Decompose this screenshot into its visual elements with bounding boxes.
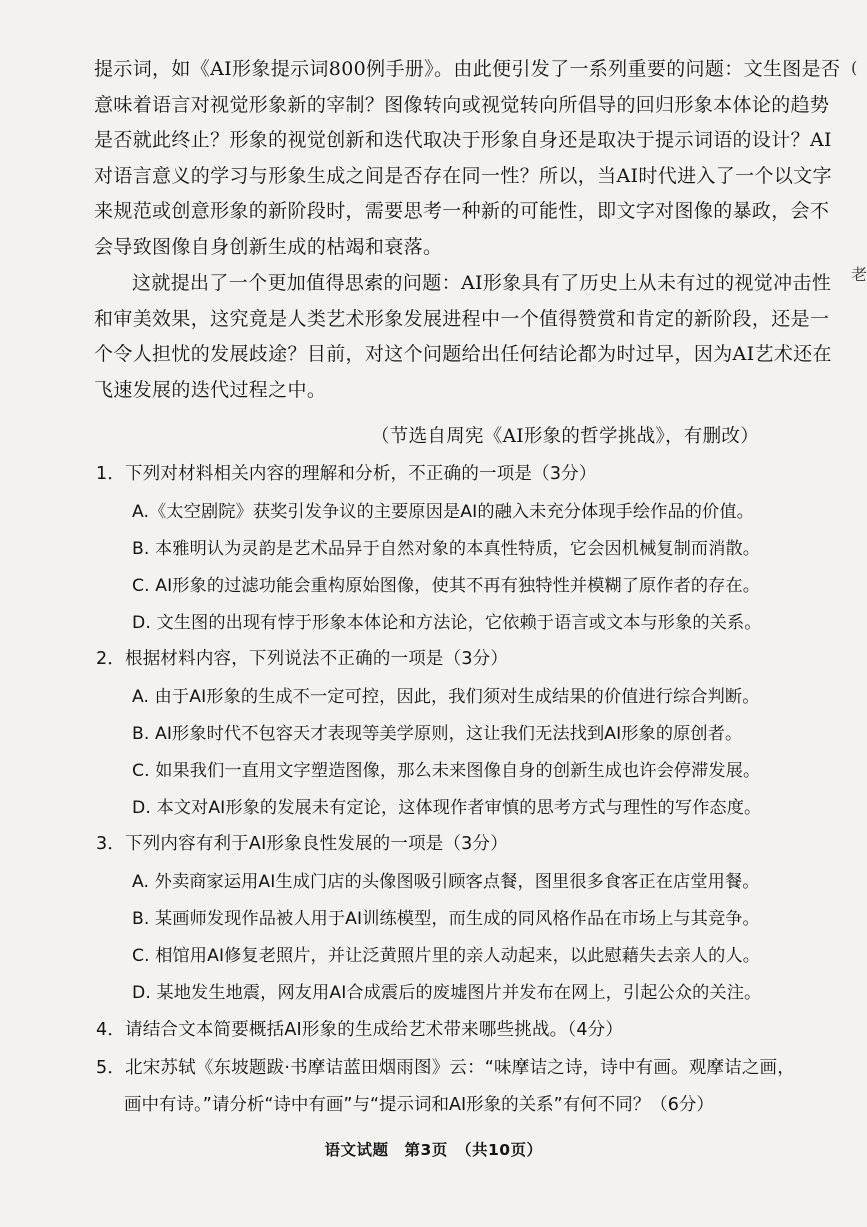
question-2-option-c: C. 如果我们一直用文字塑造图像，那么未来图像自身的创新生成也许会停滞发展。 — [132, 761, 761, 781]
question-3-option-d: D. 某地发生地震，网友用AI合成震后的废墟图片并发布在网上，引起公众的关注。 — [132, 983, 762, 1003]
question-3-option-c: C. 相馆用AI修复老照片，并让泛黄照片里的亲人动起来，以此慰藉失去亲人的人。 — [132, 946, 761, 966]
text-line: 和审美效果，这究竟是人类艺术形象发展进程中一个值得赞赏和肯定的新阶段，还是一 — [94, 307, 830, 330]
question-2-option-d: D. 本文对AI形象的发展未有定论，这体现作者审慎的思考方式与理性的写作态度。 — [132, 798, 762, 818]
question-2-option-a: A. 由于AI形象的生成不一定可控，因此，我们须对生成结果的价值进行综合判断。 — [132, 687, 760, 707]
passage-paragraph-2 — [94, 266, 832, 408]
source-citation: （节选自周宪《AI形象的哲学挑战》，有删改） — [370, 426, 759, 447]
question-3-option-b: B. 某画师发现作品被人用于AI训练模型，而生成的同风格作品在市场上与其竞争。 — [132, 909, 760, 929]
text-line: 这就提出了一个更加值得思索的问题：AI形象具有了历史上从未有过的视觉冲击性 — [132, 272, 832, 294]
passage-paragraph-1 — [94, 52, 840, 265]
text-line: 提示词，如《AI形象提示词800例手册》。由此便引发了一系列重要的问题：文生图是否 — [94, 58, 841, 80]
question-2-stem: 2．根据材料内容，下列说法不正确的一项是（3分） — [96, 649, 509, 669]
page-footer: 语文试题 第3页 （共10页） — [324, 1141, 543, 1159]
question-5-stem-continued: 画中有诗。”请分析“诗中有画”与“提示词和AI形象的关系”有何不同？（6分） — [124, 1095, 714, 1115]
text-line: 会导致图像自身创新生成的枯竭和衰落。 — [94, 235, 443, 258]
question-2-option-b: B. AI形象时代不包容天才表现等美学原则，这让我们无法找到AI形象的原创者。 — [132, 724, 743, 744]
text-line: 意味着语言对视觉形象新的宰制？图像转向或视觉转向所倡导的回归形象本体论的趋势 — [94, 93, 830, 116]
edge-mark: ( — [851, 58, 858, 77]
question-1-option-c: C. AI形象的过滤功能会重构原始图像，使其不再有独特性并模糊了原作者的存在。 — [132, 576, 761, 596]
question-1-option-b: B. 本雅明认为灵韵是艺术品异于自然对象的本真性特质，它会因机械复制而消散。 — [132, 539, 761, 559]
text-line: 对语言意义的学习与形象生成之间是否存在同一性？所以，当AI时代进入了一个以文字 — [94, 164, 832, 187]
text-line: 飞速发展的迭代过程之中。 — [94, 378, 327, 401]
question-5-stem: 5．北宋苏轼《东坡题跋·书摩诘蓝田烟雨图》云：“味摩诘之诗，诗中有画。观摩诘之画， — [96, 1058, 795, 1078]
edge-mark: 老 — [851, 265, 867, 284]
question-3-stem: 3．下列内容有利于AI形象良性发展的一项是（3分） — [96, 834, 508, 854]
question-1-option-d: D. 文生图的出现有悖于形象本体论和方法论，它依赖于语言或文本与形象的关系。 — [132, 613, 762, 633]
text-line: 个令人担忧的发展歧途？目前，对这个问题给出任何结论都为时过早，因为AI艺术还在 — [94, 343, 832, 365]
text-line: 来规范或创意形象的新阶段时，需要思考一种新的可能性，即文字对图像的暴政，会不 — [94, 200, 830, 222]
question-1-stem: 1．下列对材料相关内容的理解和分析，不正确的一项是（3分） — [96, 464, 597, 484]
question-3-option-a: A. 外卖商家运用AI生成门店的头像图吸引顾客点餐，图里很多食客正在店堂用餐。 — [132, 872, 760, 892]
question-1-option-a: A.《太空剧院》获奖引发争议的主要原因是AI的融入未充分体现手绘作品的价值。 — [132, 502, 754, 522]
question-4-stem: 4．请结合文本简要概括AI形象的生成给艺术带来哪些挑战。（4分） — [96, 1020, 624, 1040]
text-line: 是否就此终止？形象的视觉创新和迭代取决于形象自身还是取决于提示词语的设计？AI — [94, 129, 832, 151]
